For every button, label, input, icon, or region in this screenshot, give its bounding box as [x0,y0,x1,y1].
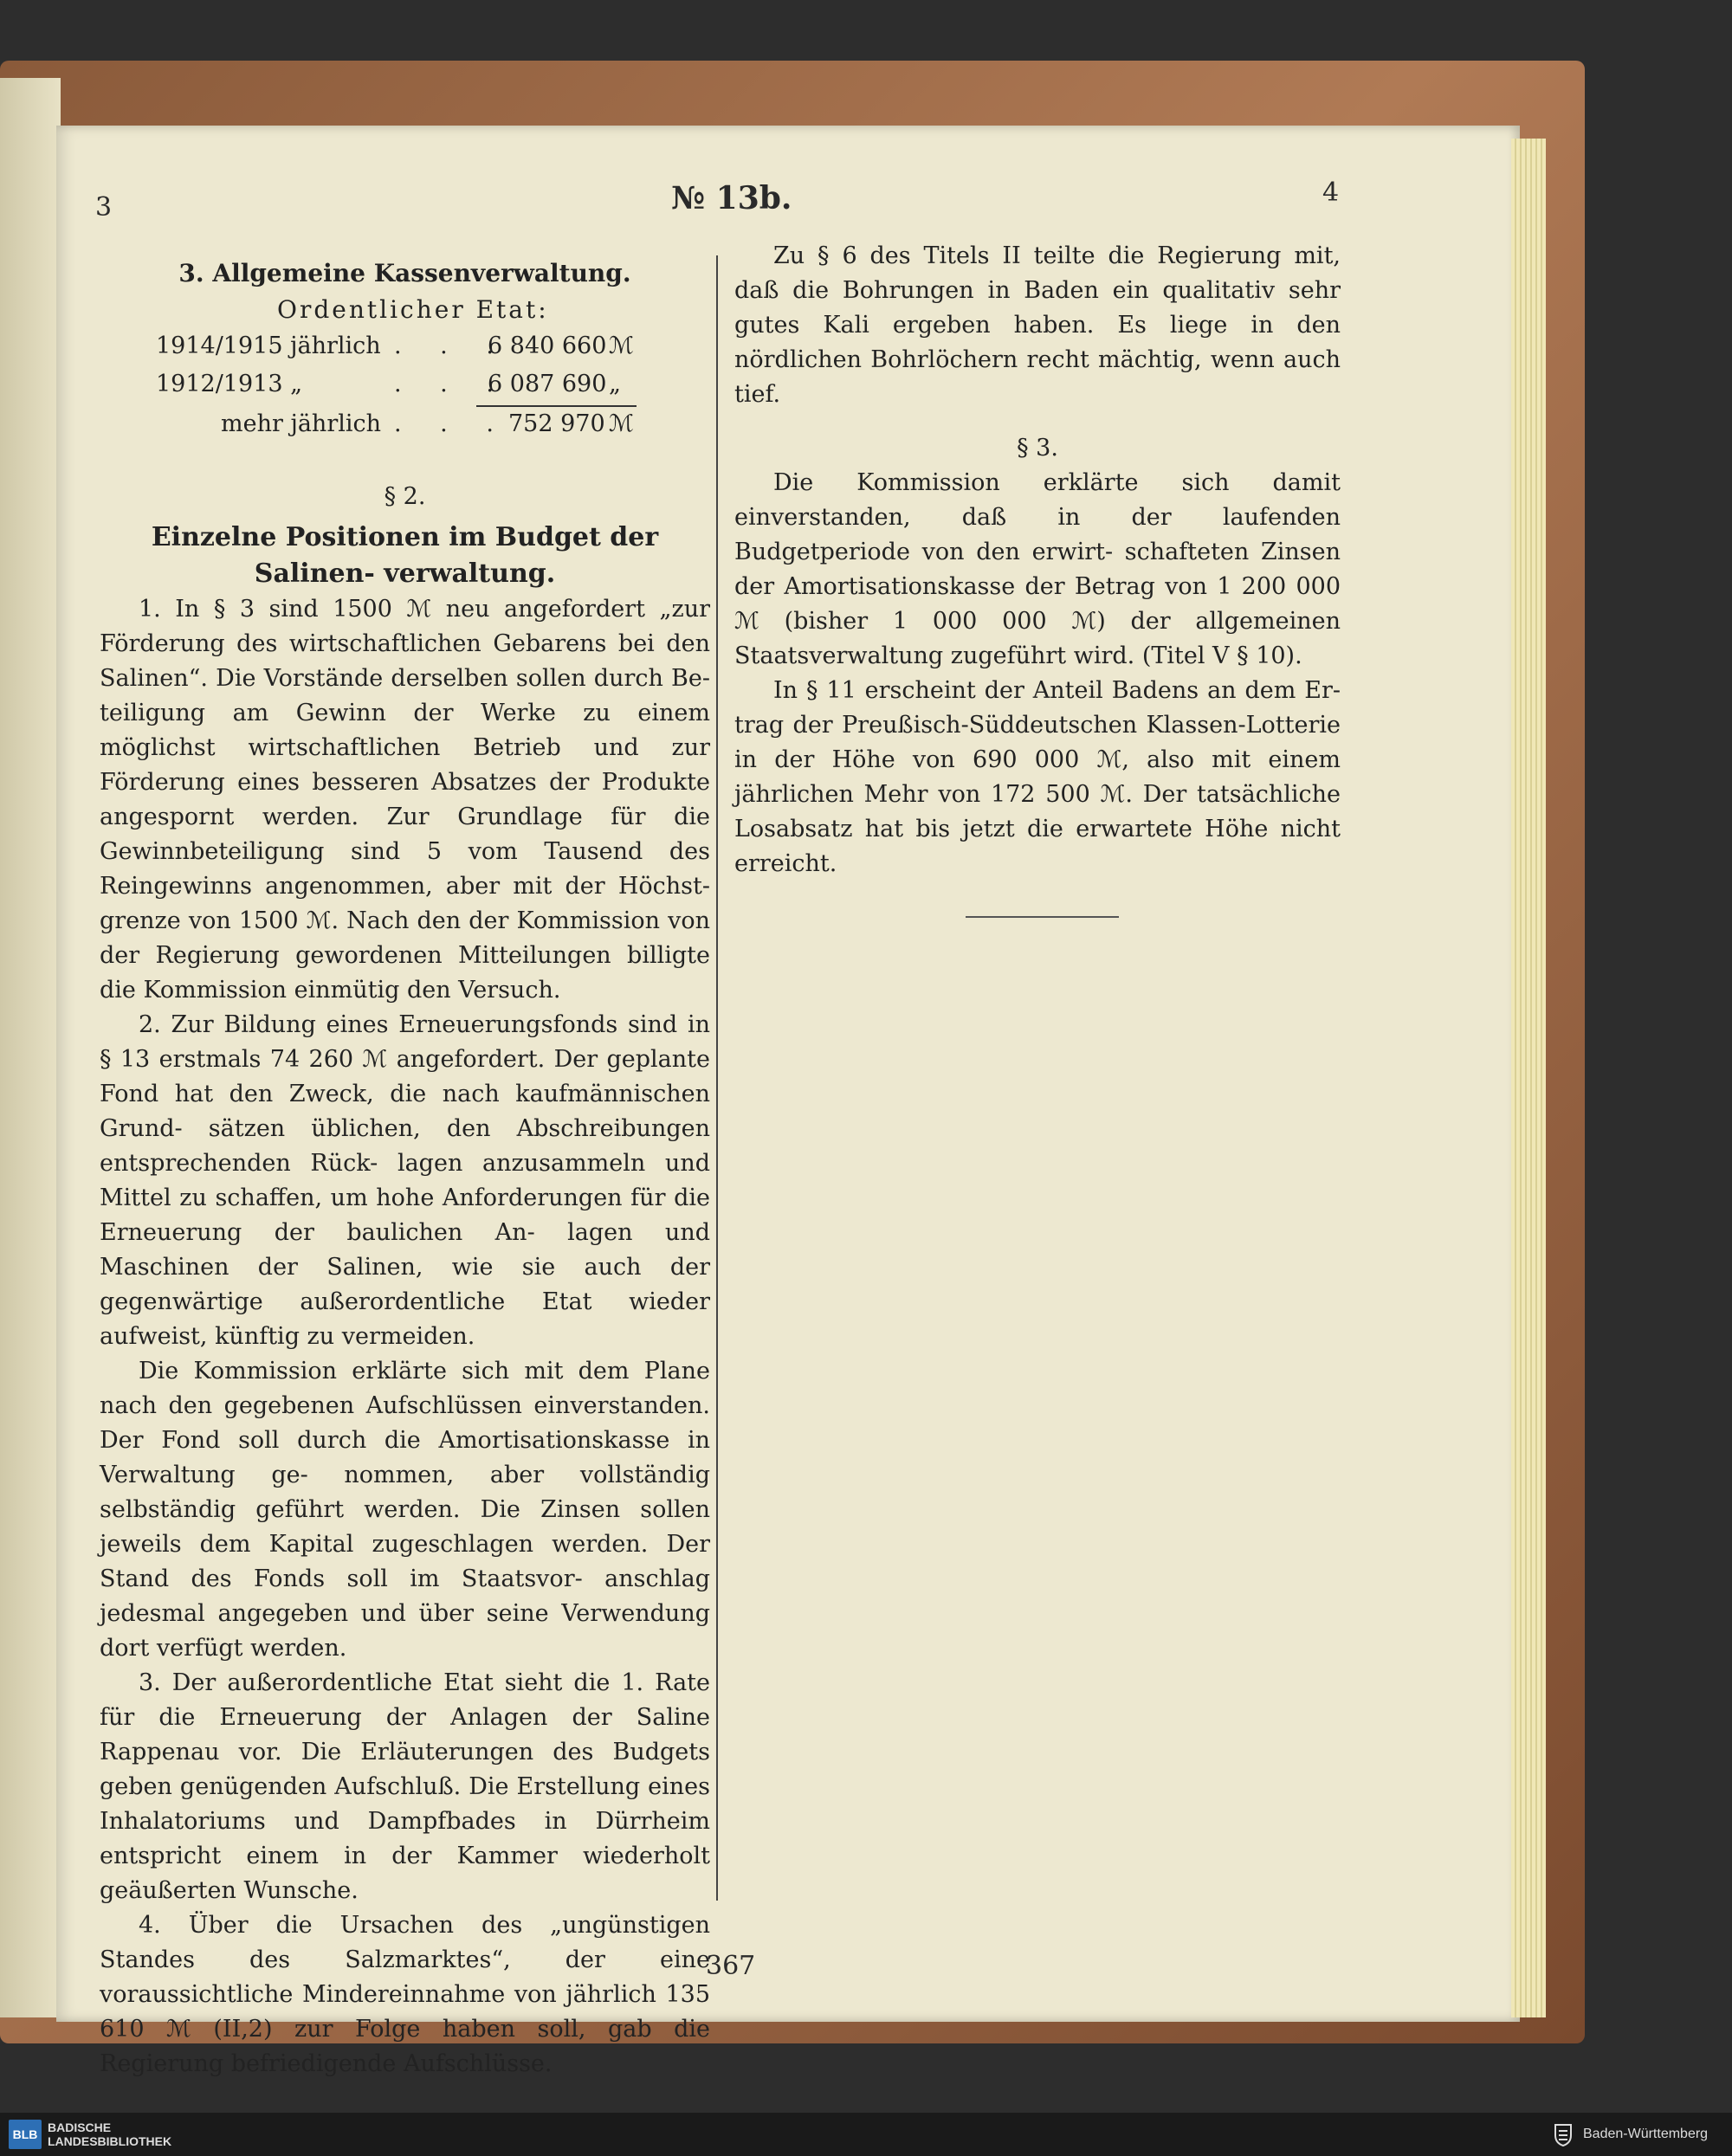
etat-row-label: mehr jährlich [221,410,382,437]
etat-row-value: 6 840 660 [488,332,607,359]
etat-row-value: 6 087 690 [488,371,607,397]
etat-row-dots: . . . [394,410,509,437]
left-column [100,256,710,2082]
baden-wuerttemberg-crest-icon [1550,2121,1576,2147]
paragraph-sign: § 3. [1017,435,1058,462]
section-end-rule [966,916,1119,918]
etat-row-dots: . . . [394,371,509,397]
etat-row-unit: ℳ [609,332,634,359]
column-divider [716,255,718,1901]
etat-row-dots: . . . [394,332,509,359]
blb-logo: BLB [9,2120,42,2149]
blb-name-line1: BADISCHE [48,2120,112,2134]
page-stack-edge [1511,139,1546,2017]
paragraph: Die Kommission erklärte sich mit dem Plane nach den gegebenen Aufschlüssen einverstanden. Der Fond soll durch die Amortisationskasse in Verwaltung ge- nommen, aber vollständig selbständig geführt werden. Die Zinsen sollen jeweils dem Kapital zugeschlagen werden. Der Stand des Fonds soll im Staatsvor- anschlag jedesmal angegeben und über seine Verwendung dort verfügt werden. [100,1358,710,1662]
left-page-edge [0,78,61,2017]
blb-name-line2: LANDESBIBLIOTHEK [48,2134,172,2148]
blb-name [48,2120,171,2148]
paragraph: 2. Zur Bildung eines Erneuerungsfonds sind in § 13 erstmals 74 260 ℳ angefordert. Der geplante Fond hat den Zweck, die nach kaufmännischen Grund- sätzen üblichen, den Abschreibungen entsprechenden Rück- lagen anzusammeln und Mittel zu schaffen, um hohe Anforderungen für die Erneuerung der baulichen An- lagen und Maschinen der Salinen, wie sie auch der gegenwärtige außerordentliche Etat wieder aufweist, künftig zu vermeiden. [100,1011,710,1350]
paragraph: In § 11 erscheint der Anteil Badens an dem Er- trag der Preußisch-Süddeutschen Klassen-Lotterie in der Höhe von 690 000 ℳ, also mit einem jährlichen Mehr von 172 500 ℳ. Der tatsächliche Losabsatz hat bis jetzt die erwartete Höhe nicht erreicht. [734,677,1341,877]
document-title: № 13b. [671,180,792,216]
bold-heading: Einzelne Positionen im Budget der Salinen- verwaltung. [151,522,659,589]
paragraph: 3. Der außerordentliche Etat sieht die 1. Rate für die Erneuerung der Anlagen der Saline Rappenau vor. Die Erläuterungen des Budgets geben genügenden Aufschluß. Die Erstellung eines Inhalatoriums und Dampfbades in Dürrheim entspricht einem in der Kammer wiederholt geäußerten Wunsche. [100,1669,710,1904]
etat-row-unit: ℳ [609,410,634,437]
etat-row-label: 1914/1915 jährlich [156,332,381,359]
paragraph: 1. In § 3 sind 1500 ℳ neu angefordert „zur Förderung des wirtschaftlichen Gebarens bei den Salinen“. Die Vorstände derselben sollen durch Be- teiligung am Gewinn der Werke zu einem möglichst wirtschaftlichen Betrieb und zur Förderung eines besseren Absatzes der Produkte angespornt werden. Zur Grundlage für die Gewinnbeteiligung sind 5 vom Tausend des Reingewinns angenommen, aber mit der Höchst- grenze von 1500 ℳ. Nach den der Kommission von der Regierung gewordenen Mitteilungen billigte die Kommission einmütig den Versuch. [100,596,710,1004]
right-column [734,239,1341,881]
etat-row-unit: „ [609,371,621,397]
etat-label: Ordentlicher Etat: [277,295,549,324]
etat-row-value: 752 970 [508,410,605,437]
page-number-right: 4 [1322,178,1340,208]
etat-row [100,367,710,405]
etat-row [100,329,710,367]
etat-row-label: 1912/1913 „ [156,371,303,397]
paragraph-sign: § 2. [384,483,426,510]
viewer-footer-bar [0,2113,1732,2156]
section-heading: 3. Allgemeine Kassenverwaltung. [178,259,631,287]
baden-wuerttemberg-label: Baden-Württemberg [1583,2127,1709,2141]
paragraph: Zu § 6 des Titels II teilte die Regierung mit, daß die Bohrungen in Baden ein qualitativ sehr gutes Kali ergeben haben. Es liege in den nördlichen Bohrlöchern recht mächtig, wenn auch tief. [734,242,1341,408]
etat-row [100,407,710,445]
page-footer-number: 367 [706,1951,756,1981]
page-number-left: 3 [95,192,113,223]
paragraph: Die Kommission erklärte sich damit einverstanden, daß in der laufenden Budgetperiode von den erwirt- schafteten Zinsen der Amortisationskasse der Betrag von 1 200 000 ℳ (bisher 1 000 000 ℳ) der allgemeinen Staatsverwaltung zugeführt wird. (Titel V § 10). [734,469,1341,669]
paragraph: 4. Über die Ursachen des „ungünstigen Standes des Salzmarktes“, der eine voraussichtliche Mindereinnahme von jährlich 135 610 ℳ (II,2) zur Folge haben soll, gab die Regierung befriedigende Aufschlüsse. [100,1912,710,2077]
